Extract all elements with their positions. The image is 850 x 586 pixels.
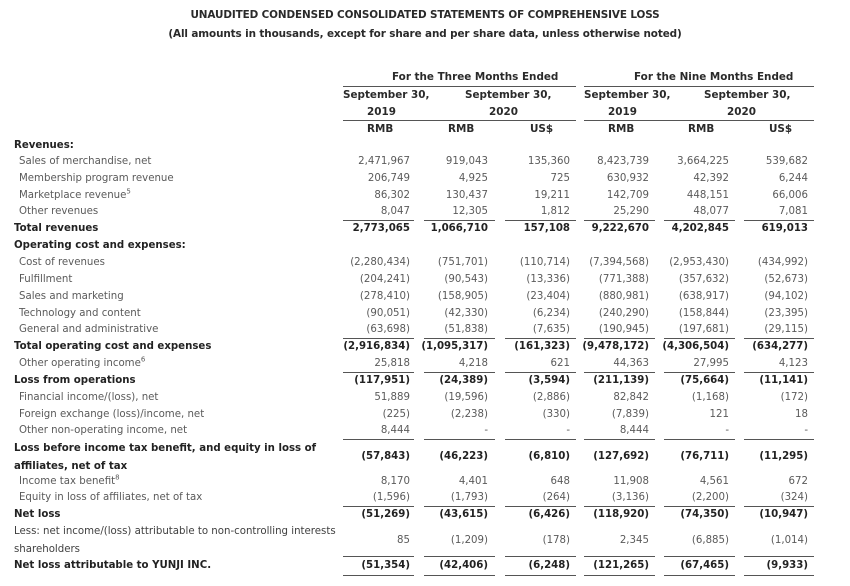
value-cell: 4,925 <box>458 173 488 184</box>
value-cell: - <box>566 425 570 436</box>
value-cell: 44,363 <box>613 358 649 369</box>
value-cell: 448,151 <box>686 190 729 201</box>
value-cell: (121,265) <box>593 560 649 571</box>
value-cell: (2,280,434) <box>350 257 410 268</box>
value-cell: 19,211 <box>534 190 570 201</box>
value-cell: 18 <box>795 409 808 420</box>
value-cell: (24,389) <box>439 375 488 386</box>
row-label <box>19 305 141 322</box>
footnote-marker: 8 <box>115 473 120 482</box>
value-cell: (29,115) <box>764 324 808 335</box>
value-cell: (2,953,430) <box>669 257 729 268</box>
footnote-marker: 5 <box>126 187 131 196</box>
value-cell: (13,336) <box>526 274 570 285</box>
value-cell: (204,241) <box>359 274 410 285</box>
row-label <box>19 473 120 490</box>
date-header-year: 2019 <box>367 106 396 118</box>
value-cell: (190,945) <box>598 324 649 335</box>
value-cell: (90,051) <box>366 308 410 319</box>
value-cell: 1,812 <box>540 206 570 217</box>
value-cell: (117,951) <box>354 375 410 386</box>
row-label-text: Loss from operations <box>14 375 136 386</box>
header-rule <box>584 120 814 121</box>
value-cell: 157,108 <box>523 223 570 234</box>
value-cell: 51,889 <box>374 392 410 403</box>
value-cell: (9,933) <box>766 560 808 571</box>
value-cell: 619,013 <box>761 223 808 234</box>
currency-header: RMB <box>448 123 475 135</box>
row-label-text: Loss before income tax benefit, and equity in loss of affiliates, net of tax <box>14 443 317 472</box>
total-rule <box>505 575 576 576</box>
value-cell: (57,843) <box>361 451 410 462</box>
row-label <box>19 288 124 305</box>
header-rule <box>343 120 576 121</box>
row-label <box>19 321 158 338</box>
footnote-marker: 6 <box>140 355 146 364</box>
value-cell: (23,395) <box>764 308 808 319</box>
value-cell: (211,139) <box>593 375 649 386</box>
value-cell: 725 <box>550 173 570 184</box>
value-cell: (52,673) <box>764 274 808 285</box>
value-cell: (1,095,317) <box>421 341 488 352</box>
value-cell: (67,465) <box>680 560 729 571</box>
value-cell: (46,223) <box>439 451 488 462</box>
value-cell: - <box>804 425 808 436</box>
row-label-text: Total revenues <box>14 223 99 234</box>
value-cell: (75,664) <box>680 375 729 386</box>
value-cell: 2,471,967 <box>358 156 410 167</box>
value-cell: (161,323) <box>514 341 570 352</box>
row-label <box>19 170 174 187</box>
value-cell: (127,692) <box>593 451 649 462</box>
value-cell: 82,842 <box>613 392 649 403</box>
row-label-text: Net loss attributable to YUNJI INC. <box>14 560 212 571</box>
section-heading <box>0 237 850 254</box>
row-label-text: Less: net income/(loss) attributable to non-controlling interests shareholders <box>14 526 336 555</box>
value-cell: 1,066,710 <box>430 223 488 234</box>
value-cell: (278,410) <box>359 291 410 302</box>
value-cell: (63,698) <box>366 324 410 335</box>
row-label <box>14 440 344 475</box>
row-label-text: Operating cost and expenses: <box>14 240 186 251</box>
value-cell: 66,006 <box>772 190 808 201</box>
currency-header: RMB <box>688 123 715 135</box>
value-cell: (330) <box>542 409 570 420</box>
row-label <box>14 137 74 154</box>
value-cell: (11,141) <box>759 375 808 386</box>
statement-subtitle: (All amounts in thousands, except for share and per share data, unless otherwise noted) <box>168 28 682 40</box>
value-cell: (6,426) <box>528 509 570 520</box>
value-cell: 25,290 <box>613 206 649 217</box>
total-rule <box>584 575 655 576</box>
row-label-text: Income tax benefit <box>19 476 116 487</box>
value-cell: (1,168) <box>691 392 729 403</box>
value-cell: (634,277) <box>752 341 808 352</box>
value-cell: (74,350) <box>680 509 729 520</box>
date-header: September 30, <box>584 89 671 101</box>
date-header-year: 2019 <box>608 106 637 118</box>
value-cell: 539,682 <box>765 156 808 167</box>
row-label-text: Revenues: <box>14 140 74 151</box>
row-label <box>19 271 72 288</box>
currency-header: US$ <box>530 123 554 135</box>
value-cell: 2,773,065 <box>352 223 410 234</box>
row-label-text: Membership program revenue <box>19 173 174 184</box>
value-cell: 42,392 <box>693 173 729 184</box>
row-label-text: Other revenues <box>19 206 99 217</box>
value-cell: (6,810) <box>528 451 570 462</box>
value-cell: 672 <box>788 476 808 487</box>
value-cell: (2,916,834) <box>343 341 410 352</box>
date-header-year: 2020 <box>727 106 756 118</box>
value-cell: (51,354) <box>361 560 410 571</box>
row-label <box>14 372 136 389</box>
value-cell: (2,886) <box>532 392 570 403</box>
value-cell: (357,632) <box>678 274 729 285</box>
value-cell: 8,170 <box>380 476 410 487</box>
total-rule <box>505 556 576 557</box>
row-label <box>14 237 186 254</box>
value-cell: 27,995 <box>693 358 729 369</box>
value-cell: (638,917) <box>678 291 729 302</box>
value-cell: 12,305 <box>452 206 488 217</box>
total-rule <box>424 556 495 557</box>
total-rule <box>744 556 814 557</box>
value-cell: (90,543) <box>444 274 488 285</box>
value-cell: (880,981) <box>598 291 649 302</box>
row-label-text: Sales of merchandise, net <box>19 156 152 167</box>
row-label <box>19 187 131 204</box>
value-cell: (1,209) <box>450 535 488 546</box>
value-cell: (751,701) <box>437 257 488 268</box>
row-label <box>19 203 98 220</box>
value-cell: (1,014) <box>770 535 808 546</box>
row-label <box>19 489 202 506</box>
total-rule <box>584 556 655 557</box>
value-cell: (51,838) <box>444 324 488 335</box>
value-cell: 48,077 <box>693 206 729 217</box>
section-heading <box>0 137 850 154</box>
value-cell: (51,269) <box>361 509 410 520</box>
row-label-text: Total operating cost and expenses <box>14 341 212 352</box>
value-cell: (42,406) <box>439 560 488 571</box>
date-header: September 30, <box>465 89 552 101</box>
row-label-text: Foreign exchange (loss)/income, net <box>19 409 205 420</box>
value-cell: 8,047 <box>380 206 410 217</box>
value-cell: (172) <box>780 392 808 403</box>
row-label <box>19 406 204 423</box>
currency-header: RMB <box>367 123 394 135</box>
row-label <box>19 153 151 170</box>
row-label <box>19 355 145 372</box>
value-cell: 7,081 <box>778 206 808 217</box>
row-label <box>19 389 158 406</box>
value-cell: (11,295) <box>759 451 808 462</box>
value-cell: 3,664,225 <box>677 156 729 167</box>
total-rule <box>664 575 735 576</box>
group-header-three-months: For the Three Months Ended <box>392 71 559 83</box>
total-rule <box>424 575 495 576</box>
value-cell: (2,200) <box>691 492 729 503</box>
value-cell: 8,423,739 <box>597 156 649 167</box>
value-cell: (264) <box>542 492 570 503</box>
value-cell: (324) <box>780 492 808 503</box>
value-cell: 630,932 <box>606 173 649 184</box>
row-label-text: Marketplace revenue <box>19 190 127 201</box>
value-cell: (42,330) <box>444 308 488 319</box>
value-cell: 121 <box>709 409 729 420</box>
currency-header: RMB <box>608 123 635 135</box>
row-label-text: Cost of revenues <box>19 257 105 268</box>
value-cell: 11,908 <box>613 476 649 487</box>
value-cell: (197,681) <box>678 324 729 335</box>
header-rule <box>584 86 814 87</box>
value-cell: (3,594) <box>528 375 570 386</box>
value-cell: 25,818 <box>374 358 410 369</box>
value-cell: (158,844) <box>678 308 729 319</box>
value-cell: (19,596) <box>444 392 488 403</box>
value-cell: 4,123 <box>778 358 808 369</box>
value-cell: (6,248) <box>528 560 570 571</box>
row-label <box>14 338 211 355</box>
row-label-text: Financial income/(loss), net <box>19 392 159 403</box>
value-cell: (76,711) <box>680 451 729 462</box>
group-header-nine-months: For the Nine Months Ended <box>634 71 794 83</box>
value-cell: - <box>725 425 729 436</box>
value-cell: (9,478,172) <box>582 341 649 352</box>
total-rule <box>664 556 735 557</box>
row-label-text: Sales and marketing <box>19 291 124 302</box>
row-label <box>19 422 187 439</box>
value-cell: 86,302 <box>374 190 410 201</box>
value-cell: (6,885) <box>691 535 729 546</box>
date-header: September 30, <box>343 89 430 101</box>
row-label <box>19 254 105 271</box>
row-label-text: General and administrative <box>19 324 159 335</box>
date-header: September 30, <box>704 89 791 101</box>
total-rule <box>744 575 814 576</box>
row-label <box>14 557 211 574</box>
value-cell: (10,947) <box>759 509 808 520</box>
row-label <box>14 506 60 523</box>
value-cell: (43,615) <box>439 509 488 520</box>
value-cell: (6,234) <box>532 308 570 319</box>
row-label-text: Fulfillment <box>19 274 73 285</box>
row-label-text: Equity in loss of affiliates, net of tax <box>19 492 203 503</box>
value-cell: (178) <box>542 535 570 546</box>
value-cell: 4,401 <box>458 476 488 487</box>
row-label-text: Other non-operating income, net <box>19 425 188 436</box>
value-cell: (434,992) <box>757 257 808 268</box>
value-cell: 4,218 <box>458 358 488 369</box>
value-cell: (158,905) <box>437 291 488 302</box>
total-rule <box>343 575 414 576</box>
value-cell: (3,136) <box>611 492 649 503</box>
row-label-text: Technology and content <box>19 308 141 319</box>
value-cell: 135,360 <box>527 156 570 167</box>
value-cell: (94,102) <box>764 291 808 302</box>
value-cell: (118,920) <box>593 509 649 520</box>
value-cell: (225) <box>382 409 410 420</box>
value-cell: (1,596) <box>372 492 410 503</box>
value-cell: 130,437 <box>445 190 488 201</box>
value-cell: 85 <box>397 535 410 546</box>
value-cell: 621 <box>550 358 570 369</box>
row-label-text: Net loss <box>14 509 61 520</box>
value-cell: (110,714) <box>519 257 570 268</box>
value-cell: 2,345 <box>619 535 649 546</box>
value-cell: 8,444 <box>619 425 649 436</box>
total-rule <box>343 556 414 557</box>
value-cell: (4,306,504) <box>662 341 729 352</box>
line-item <box>0 422 850 439</box>
currency-header: US$ <box>769 123 793 135</box>
value-cell: 648 <box>550 476 570 487</box>
header-rule <box>343 86 576 87</box>
value-cell: 4,561 <box>699 476 729 487</box>
row-label <box>14 220 98 237</box>
row-label <box>14 523 344 558</box>
value-cell: 206,749 <box>367 173 410 184</box>
value-cell: 919,043 <box>445 156 488 167</box>
value-cell: 9,222,670 <box>591 223 649 234</box>
value-cell: - <box>484 425 488 436</box>
value-cell: (23,404) <box>526 291 570 302</box>
value-cell: 6,244 <box>778 173 808 184</box>
value-cell: 142,709 <box>606 190 649 201</box>
value-cell: (771,388) <box>598 274 649 285</box>
value-cell: (7,839) <box>611 409 649 420</box>
value-cell: 8,444 <box>380 425 410 436</box>
value-cell: 4,202,845 <box>671 223 729 234</box>
value-cell: (1,793) <box>450 492 488 503</box>
value-cell: (2,238) <box>450 409 488 420</box>
value-cell: (7,394,568) <box>589 257 649 268</box>
date-header-year: 2020 <box>489 106 518 118</box>
statement-title: UNAUDITED CONDENSED CONSOLIDATED STATEMENTS OF COMPREHENSIVE LOSS <box>190 9 660 21</box>
value-cell: (240,290) <box>598 308 649 319</box>
row-label-text: Other operating income <box>19 358 141 369</box>
value-cell: (7,635) <box>532 324 570 335</box>
